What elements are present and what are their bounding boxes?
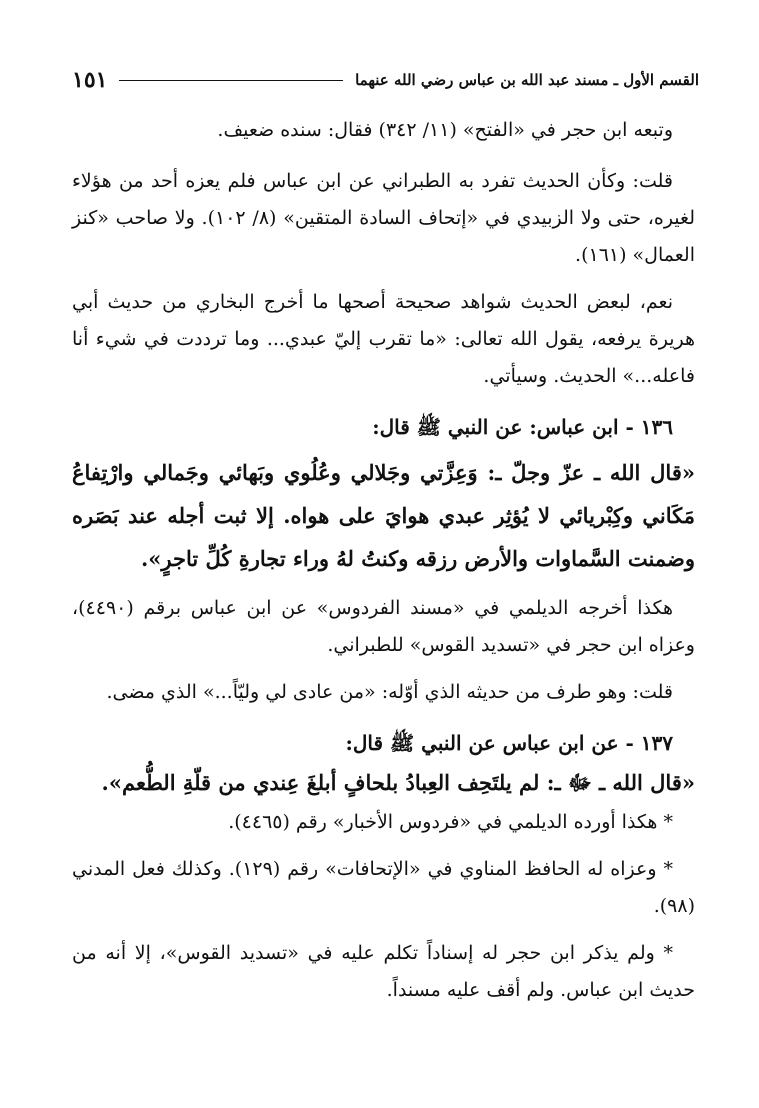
paragraph-5: قلت: وهو طرف من حديثه الذي أوّله: «من عادى لي وليّاً...» الذي مضى.	[106, 681, 673, 703]
page-body	[72, 112, 695, 1009]
hadith-137-text: «قال الله ـ ﷻ ـ: لم يلتَحِف العِبادُ بلحافٍ أبلغَ عِندي من قلّةِ الطُّعم».	[101, 770, 695, 795]
header-rule	[119, 80, 343, 81]
paragraph-3: نعم، لبعض الحديث شواهد صحيحة أصحها ما أخرج البخاري من حديث أبي هريرة يرفعه، يقول الله تعالى: «ما تقرب إليّ عبدي... وما ترددت في شيء أنا فاعله...» الحديث. وسيأتي.	[72, 291, 695, 387]
paragraph-2: قلت: وكأن الحديث تفرد به الطبراني عن ابن عباس فلم يعزه أحد من هؤلاء لغيره، حتى ولا الزبيدي في «إتحاف السادة المتقين» (٨/ ١٠٢). ولا صاحب «كنز العمال» (١٦١).	[72, 170, 695, 266]
paragraph-7: * وعزاه له الحافظ المناوي في «الإتحافات» رقم (١٢٩). وكذلك فعل المدني (٩٨).	[72, 858, 695, 917]
paragraph-1: وتبعه ابن حجر في «الفتح» (١١/ ٣٤٢) فقال: سنده ضعيف.	[217, 119, 673, 141]
paragraph-8: * ولم يذكر ابن حجر له إسناداً تكلم عليه في «تسديد القوس»، إلا أنه من حديث ابن عباس. ولم أقف عليه مسنداً.	[72, 942, 695, 1001]
hadith-136-text: «قال الله ـ عزّ وجلّ ـ: وَعِزَّتي وجَلالي وعُلُوي وبَهائي وجَمالي وارْتِفاعُ مَكَاني وكِبْريائي لا يُؤثِر عبدي هوايَ على هواه. إلا ثبت أجله عند بَصَره وضمنت السَّماوات والأرض رزقه وكنتُ لهُ وراء تجارةِ كُلِّ تاجرٍ».	[72, 460, 695, 571]
hadith-137-heading: ١٣٧ - عن ابن عباس عن النبي ﷺ قال:	[345, 731, 673, 755]
page-number: ١٥١	[72, 67, 108, 93]
hadith-136-heading: ١٣٦ - ابن عباس: عن النبي ﷺ قال:	[372, 415, 673, 439]
paragraph-6: * هكذا أورده الديلمي في «فردوس الأخبار» رقم (٤٤٦٥).	[228, 811, 673, 833]
paragraph-4: هكذا أخرجه الديلمي في «مسند الفردوس» عن ابن عباس برقم (٤٤٩٠)، وعزاه ابن حجر في «تسديد القوس» للطبراني.	[72, 597, 695, 656]
page-header	[72, 60, 699, 100]
running-title: القسم الأول ـ مسند عبد الله بن عباس رضي الله عنهما	[355, 71, 699, 89]
